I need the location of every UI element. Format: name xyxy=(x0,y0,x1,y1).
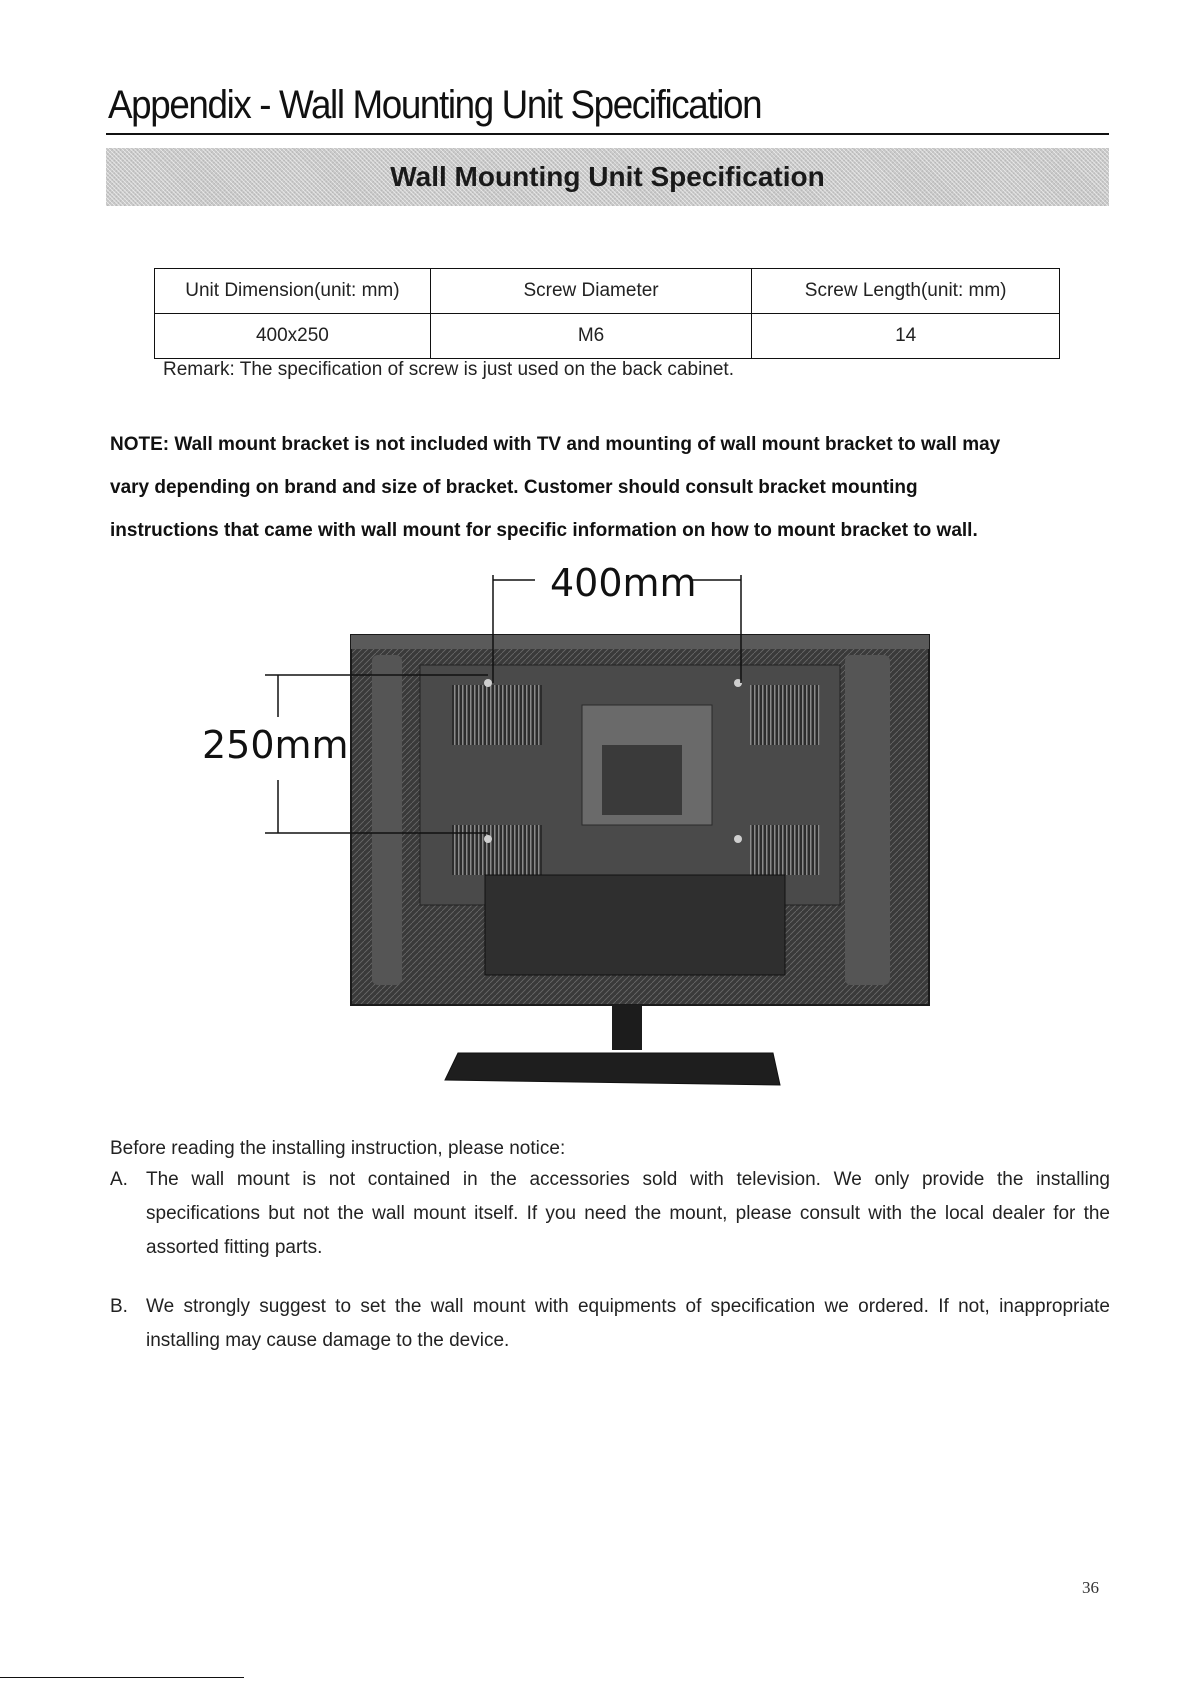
screw-point xyxy=(484,679,492,687)
screw-point xyxy=(734,835,742,843)
note-line: NOTE: Wall mount bracket is not included with TV and mounting of wall mount bracket to wall may xyxy=(110,434,1001,455)
list-item xyxy=(110,1290,1110,1358)
speaker-right xyxy=(845,655,890,985)
list-marker: B. xyxy=(110,1296,128,1317)
width-dim-label: 400mm xyxy=(550,561,697,605)
tv-back-illustration xyxy=(190,575,1010,1100)
page-title: Appendix - Wall Mounting Unit Specification xyxy=(108,83,762,127)
spec-table xyxy=(154,268,1060,359)
list-text: The wall mount is not contained in the accessories sold with television. We only provide the installing specifications but not the wall mount itself. If you need the mount, please consult with the local dealer for the assorted fitting parts. xyxy=(146,1169,1110,1258)
remark-text: Remark: The specification of screw is just used on the back cabinet. xyxy=(163,359,734,380)
page-number: 36 xyxy=(1082,1578,1099,1597)
stand-neck xyxy=(612,1005,642,1050)
screw-point xyxy=(484,835,492,843)
table-header-cell: Screw Diameter xyxy=(430,269,751,314)
table-header-cell: Screw Length(unit: mm) xyxy=(752,269,1060,314)
list-item xyxy=(110,1163,1110,1265)
table-cell: 14 xyxy=(752,314,1060,359)
speaker-left xyxy=(372,655,402,985)
vent-right-bottom xyxy=(750,825,820,875)
banner-title: Wall Mounting Unit Specification xyxy=(390,161,825,192)
table-header-cell: Unit Dimension(unit: mm) xyxy=(155,269,431,314)
stand-base xyxy=(445,1053,780,1085)
note-line: vary depending on brand and size of bracket. Customer should consult bracket mounting xyxy=(110,477,918,498)
table-header-row xyxy=(155,269,1060,314)
table-row xyxy=(155,314,1060,359)
section-banner xyxy=(106,148,1109,206)
stand-neck-housing xyxy=(485,875,785,975)
list-text: We strongly suggest to set the wall mount with equipments of specification we ordered. If not, inappropriate installing may cause damage to the device. xyxy=(146,1296,1110,1351)
note-line: instructions that came with wall mount for specific information on how to mount bracket to wall. xyxy=(110,520,978,541)
note-paragraph xyxy=(110,423,1120,552)
vent-left-top xyxy=(452,685,542,745)
tv-top-strip xyxy=(351,635,929,649)
center-inset xyxy=(602,745,682,815)
vent-right-top xyxy=(750,685,820,745)
tv-back-figure xyxy=(190,561,1010,1100)
intro-text: Before reading the installing instruction, please notice: xyxy=(110,1138,566,1159)
height-dim-label: 250mm xyxy=(202,723,349,767)
table-cell: M6 xyxy=(430,314,751,359)
table-cell: 400x250 xyxy=(155,314,431,359)
list-marker: A. xyxy=(110,1169,128,1190)
title-rule xyxy=(106,133,1109,135)
footer-rule xyxy=(0,1677,244,1678)
